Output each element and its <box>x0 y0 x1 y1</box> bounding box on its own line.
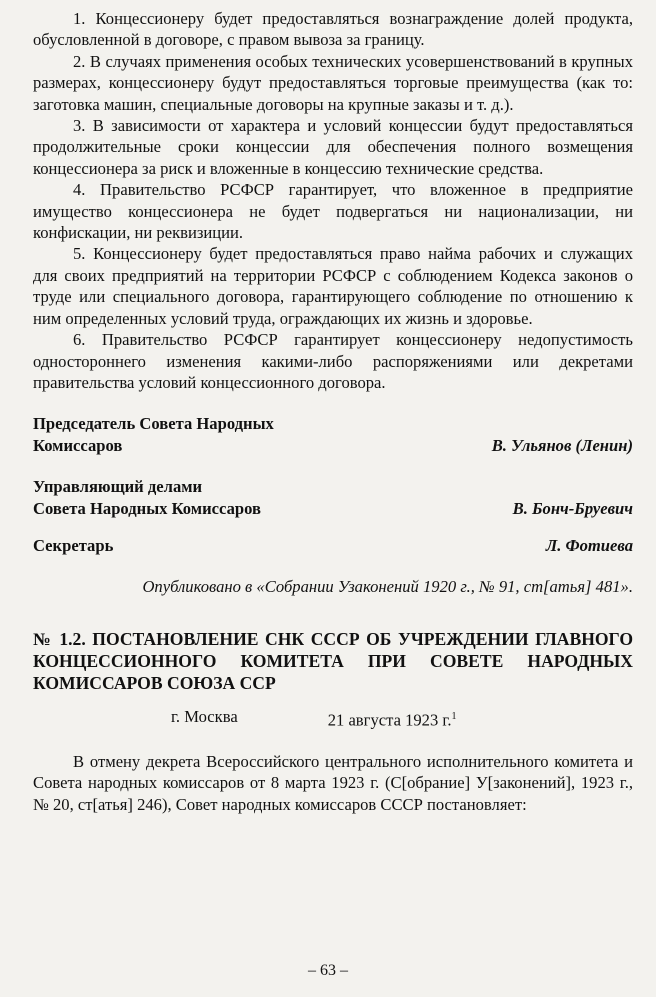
manager-name: В. Бонч-Бруевич <box>512 498 633 518</box>
manager-title-line2: Совета Народных Комиссаров <box>33 498 261 518</box>
publication-note: Опубликовано в «Собрании Узаконений 1920 г., № 91, ст[атья] 481». <box>142 577 633 597</box>
manager-title-row <box>33 476 633 497</box>
chair-title-row <box>33 413 633 434</box>
chair-title-line2: Комиссаров <box>33 435 123 455</box>
date-footnote-mark: 1 <box>451 710 457 722</box>
chair-title-line1: Председатель Совета Народных <box>33 414 274 434</box>
secretary-name: Л. Фотиева <box>545 535 633 555</box>
place-date-line <box>33 706 633 731</box>
paragraph-1: 1. Концессионеру будет предоставляться вознаграждение долей продукта, обусловленной в договоре, с правом вывоза за границу. <box>33 9 633 50</box>
secretary-title: Секретарь <box>33 535 114 555</box>
paragraph-6: 6. Правительство РСФСР гарантирует концессионеру недопустимость одностороннего изменения какими-либо распоряжениями или декретами правительства условий концессионного договора. <box>33 330 633 392</box>
document-page <box>33 8 633 815</box>
date-text: 21 августа 1923 г. <box>327 710 452 730</box>
chair-row <box>33 435 633 456</box>
manager-row <box>33 498 633 519</box>
chair-name: В. Ульянов (Ленин) <box>491 435 633 455</box>
signature-block <box>33 413 633 556</box>
decree-paragraph: В отмену декрета Всероссийского центрального исполнительного комитета и Совета народных комиссаров от 8 марта 1923 г. (С[обрание] У[законений], 1923 г., № 20, ст[атья] 246), Совет народных комиссаров СССР постановляет: <box>33 751 633 814</box>
date <box>328 706 457 731</box>
paragraph-4: 4. Правительство РСФСР гарантирует, что вложенное в предприятие имущество концессионера не будет подвергаться ни национализации, ни конфискации, ни реквизиции. <box>33 180 633 243</box>
place: г. Москва <box>171 706 238 726</box>
paragraph-3: 3. В зависимости от характера и условий концессии будут предоставляться продолжительные сроки концессии для обеспечения полного возмещения концессионера за риск и вложенные в концессию технические средства. <box>33 116 633 178</box>
section-heading: № 1.2. ПОСТАНОВЛЕНИЕ СНК СССР ОБ УЧРЕЖДЕНИИ ГЛАВНОГО КОНЦЕССИОННОГО КОМИТЕТА ПРИ СОВЕТЕ НАРОДНЫХ КОМИССАРОВ СОЮЗА ССР <box>33 628 633 693</box>
paragraph-2: 2. В случаях применения особых технических усовершенствований в крупных размерах, концессионеру будут предоставляться торговые преимущества (как то: заготовка машин, специальные договоры на крупные заказы и т. д.). <box>33 51 633 114</box>
page-number: – 63 – <box>308 962 348 979</box>
manager-title-line1: Управляющий делами <box>33 477 203 497</box>
paragraph-5: 5. Концессионеру будет предоставляться право найма рабочих и служащих для своих предприятий на территории РСФСР с соблюдением Кодекса законов о труде или специального договора, гарантирующего соблюдение по отношению к ним определенных условий труда, ограждающих их жизнь и здоровье. <box>33 244 633 328</box>
secretary-row <box>33 535 633 556</box>
